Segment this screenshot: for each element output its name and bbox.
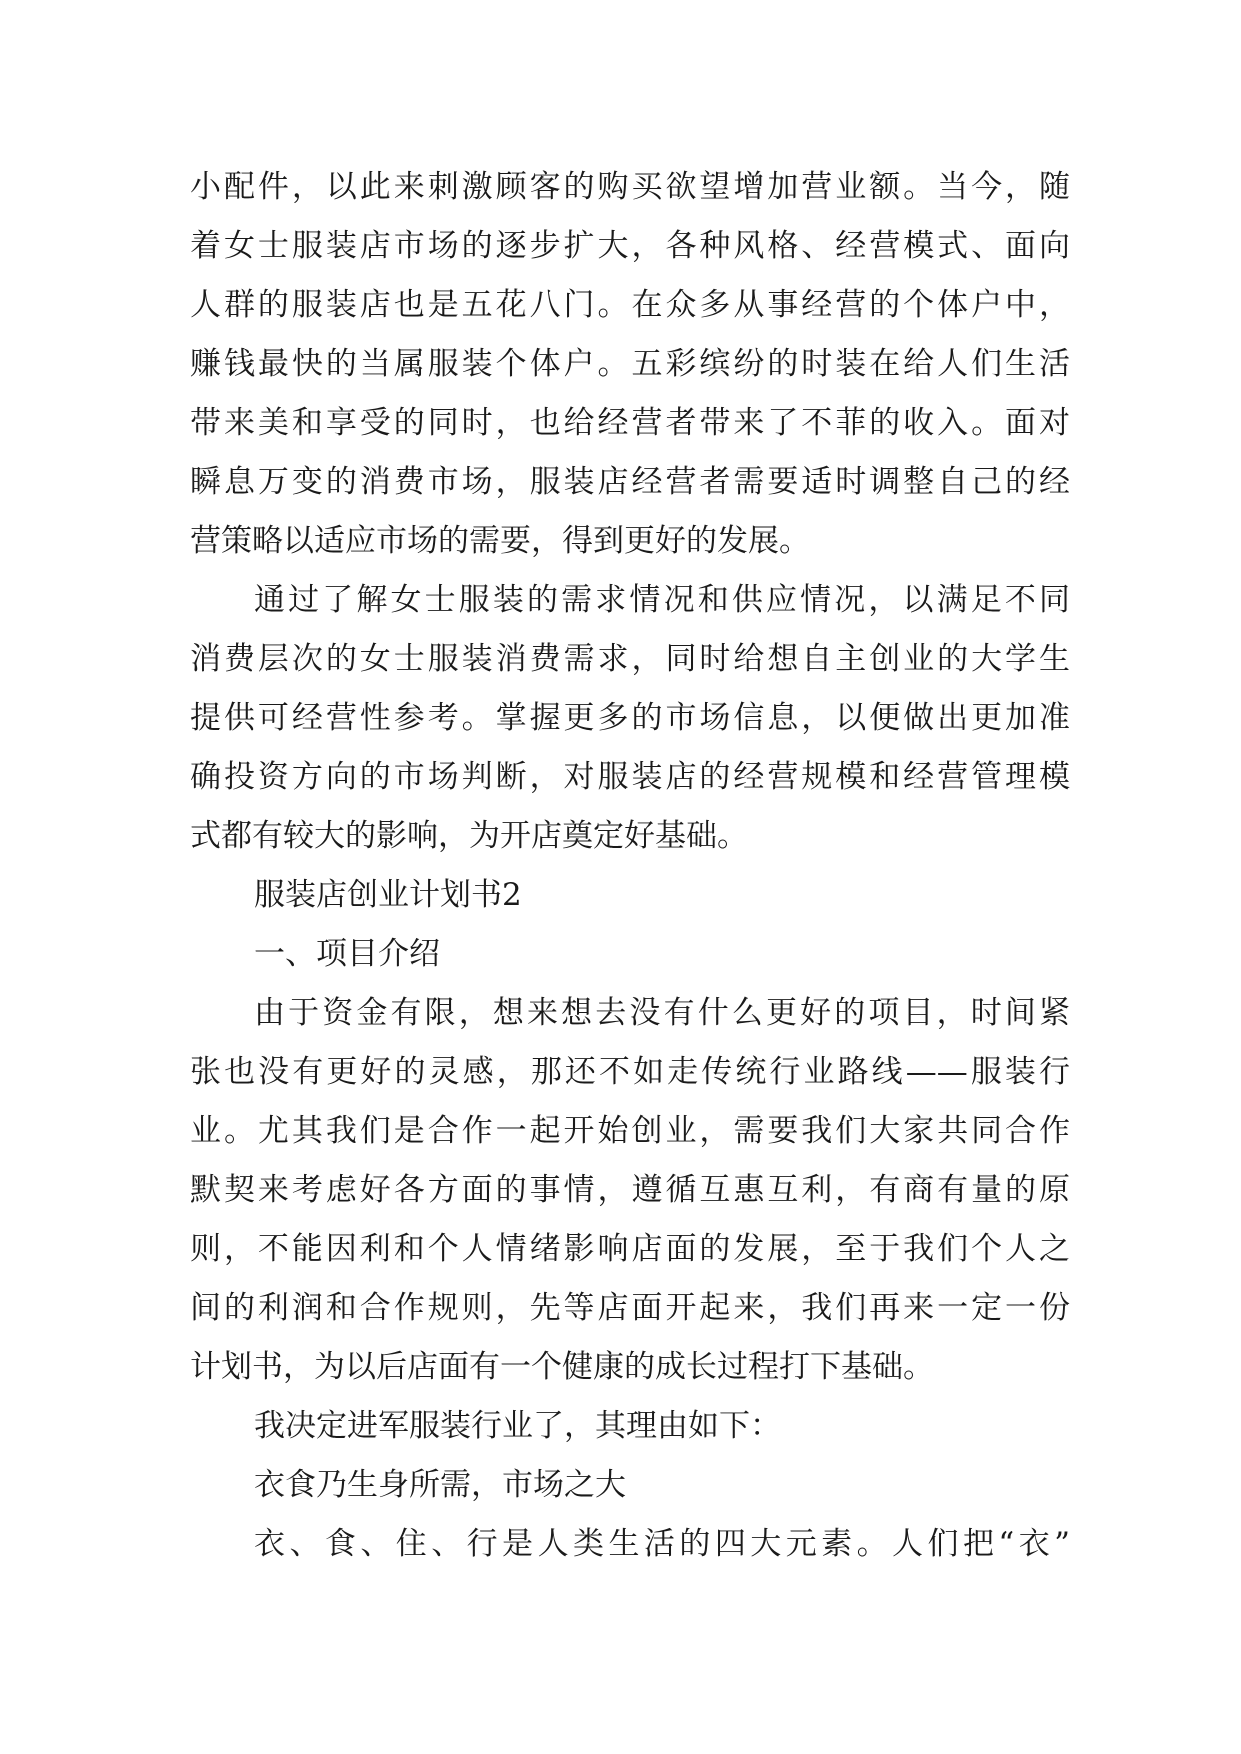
document-body bbox=[190, 158, 1070, 1574]
text-line: 由于资金有限，想来想去没有什么更好的项目，时间紧 bbox=[254, 995, 1070, 1031]
text-line: 人群的服装店也是五花八门。在众多从事经营的个体户中， bbox=[190, 287, 1070, 323]
text-line: 衣、食、住、行是人类生活的四大元素。人们把“衣” bbox=[254, 1526, 1070, 1562]
text-line: 一、项目介绍 bbox=[254, 936, 440, 972]
text-line: 着女士服装店市场的逐步扩大，各种风格、经营模式、面向 bbox=[190, 228, 1070, 264]
paragraph bbox=[190, 984, 1070, 1397]
text-line: 式都有较大的影响，为开店奠定好基础。 bbox=[190, 818, 748, 854]
text-line: 赚钱最快的当属服装个体户。五彩缤纷的时装在给人们生活 bbox=[190, 346, 1070, 382]
text-line: 带来美和享受的同时，也给经营者带来了不菲的收入。面对 bbox=[190, 405, 1070, 441]
paragraph bbox=[190, 1397, 1070, 1456]
subheading bbox=[190, 925, 1070, 984]
text-line: 小配件，以此来刺激顾客的购买欲望增加营业额。当今，随 bbox=[190, 169, 1070, 205]
text-line: 则，不能因利和个人情绪影响店面的发展，至于我们个人之 bbox=[190, 1231, 1070, 1267]
text-line: 我决定进军服装行业了，其理由如下： bbox=[254, 1408, 781, 1444]
text-line: 服装店创业计划书2 bbox=[254, 877, 522, 913]
text-line: 消费层次的女士服装消费需求，同时给想自主创业的大学生 bbox=[190, 641, 1070, 677]
paragraph bbox=[190, 571, 1070, 866]
text-line: 衣食乃生身所需，市场之大 bbox=[254, 1467, 626, 1503]
section-heading bbox=[190, 866, 1070, 925]
paragraph bbox=[190, 1515, 1070, 1574]
text-line: 张也没有更好的灵感，那还不如走传统行业路线——服装行 bbox=[190, 1054, 1070, 1090]
subheading bbox=[190, 1456, 1070, 1515]
text-line: 确投资方向的市场判断，对服装店的经营规模和经营管理模 bbox=[190, 759, 1070, 795]
text-line: 提供可经营性参考。掌握更多的市场信息，以便做出更加准 bbox=[190, 700, 1070, 736]
text-line: 营策略以适应市场的需要，得到更好的发展。 bbox=[190, 523, 810, 559]
text-line: 计划书，为以后店面有一个健康的成长过程打下基础。 bbox=[190, 1349, 934, 1385]
text-line: 间的利润和合作规则，先等店面开起来，我们再来一定一份 bbox=[190, 1290, 1070, 1326]
paragraph bbox=[190, 158, 1070, 571]
text-line: 默契来考虑好各方面的事情，遵循互惠互利，有商有量的原 bbox=[190, 1172, 1070, 1208]
text-line: 瞬息万变的消费市场，服装店经营者需要适时调整自己的经 bbox=[190, 464, 1070, 500]
text-line: 业。尤其我们是合作一起开始创业，需要我们大家共同合作 bbox=[190, 1113, 1070, 1149]
text-line: 通过了解女士服装的需求情况和供应情况，以满足不同 bbox=[254, 582, 1070, 618]
